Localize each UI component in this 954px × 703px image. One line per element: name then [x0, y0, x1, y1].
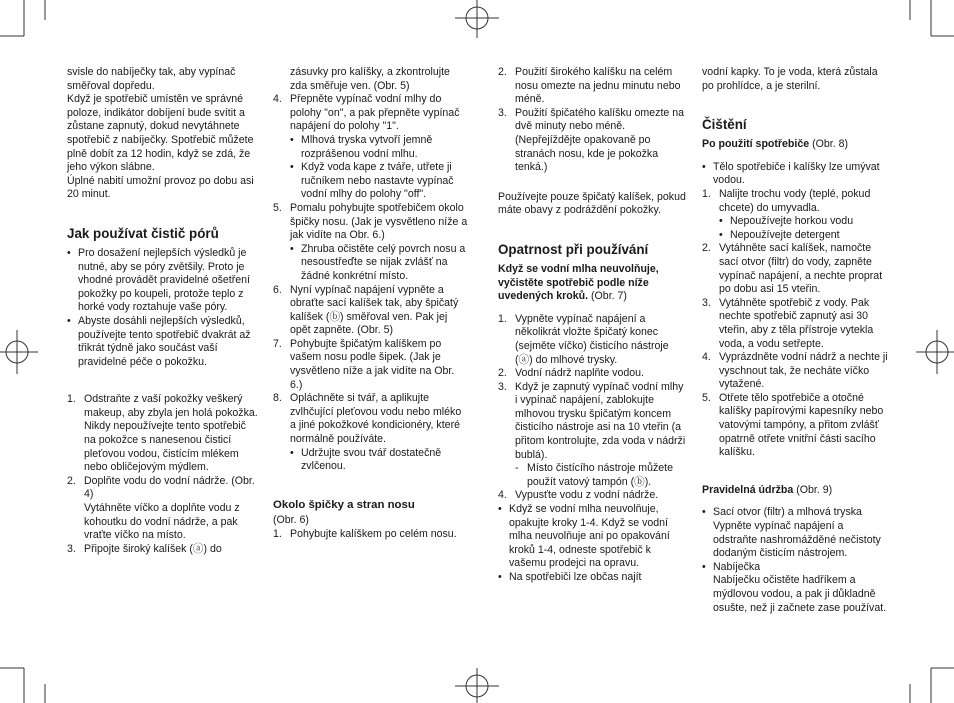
step-item: 5. Pomalu pohybujte spotřebičem okolo špičky nosu. (Jak je vysvětleno níže a jak vidíte na Obr. 6.) — [273, 201, 468, 242]
column-2 — [273, 66, 468, 542]
step-continuation: zásuvky pro kalíšky, a zkontrolujte zda směřuje ven. (Obr. 5) — [290, 66, 450, 92]
column-1 — [67, 66, 259, 556]
section-heading-nose: Okolo špičky a stran nosu — [273, 498, 415, 511]
step-item: 3. Když je zapnutý vypínač vodní mlhy i vypínač napájení, zablokujte mlhovou trysku špičatým koncem čisticího nástroje asi na 10 vteřin (a přitom kontrolujte, zda voda v nádrži bublá). — [498, 380, 686, 461]
step-item: 1. Pohybujte kalíškem po celém nosu. — [273, 527, 457, 540]
paragraph: Používejte pouze špičatý kalíšek, pokud máte obavy z podráždění pokožky. — [498, 190, 686, 217]
paragraph: svisle do nabíječky tak, aby vypínač směřoval dopředu. — [67, 66, 236, 92]
figure-ref: (Obr. 6) — [273, 514, 309, 527]
step-item: 3. Připojte široký kalíšek (ⓐ) do — [67, 542, 222, 555]
step-continuation: Vytáhněte víčko a doplňte vodu z kohoutku do vodní nádrže, a pak vraťte víčko na místo. — [84, 502, 240, 542]
section-heading-cleaning: Čištění — [702, 117, 747, 133]
paragraph: Úplné nabití umožní provoz po dobu asi 20 minut. — [67, 174, 254, 201]
paragraph: Když je spotřebič umístěn ve správné poloze, indikátor dobíjení bude svítit a zůstane zapnutý, dokud nevytáhnete spotřebič z nabíječky. Spotřebič můžete plně dobít za 12 hodin, když se zdá, že jeho výkon slábne. — [67, 93, 254, 174]
section-heading-pore-cleaner: Jak používat čistič pórů — [67, 225, 219, 241]
step-item: 2. Doplňte vodu do vodní nádrže. (Obr. 4) — [67, 474, 255, 501]
step-item: 3. Vytáhněte spotřebič z vody. Pak nechte spotřebič zapnutý asi 30 vteřin, aby z těla přístroje vytekla voda, a vodu setřepte. — [702, 296, 874, 350]
bullet-item: • Abyste dosáhli nejlepších výsledků, používejte tento spotřebič dvakrát až třikrát týdně jako součást vaší pravidelné péče o pokožku. — [67, 314, 251, 368]
step-item: 1. Vypněte vypínač napájení a několikrát vložte špičatý konec (sejměte víčko) čisticího nástroje (ⓐ) do mlhové trysky. — [498, 312, 669, 366]
bullet-item: • Sací otvor (filtr) a mlhová tryska Vypněte vypínač napájení a odstraňte nashromážděné nečistoty dodaným čisticím nástrojem. — [702, 506, 881, 560]
bullet-item: • Když se vodní mlha neuvolňuje, opakujte kroky 1-4. Když se vodní mlha neuvolňuje ani po opakování kroků 1-4, odneste spotřebič k vašemu prodejci na opravu. — [498, 503, 670, 570]
sub-bullet: • Zhruba očistěte celý povrch nosu a nesoustřeďte se nijak zvlášť na žádné konkrétní místo. — [290, 242, 466, 282]
column-4 — [702, 66, 890, 615]
bullet-item: • Tělo spotřebiče i kalíšky lze umývat vodou. — [702, 160, 880, 187]
registration-mark-left — [0, 330, 38, 374]
step-item: 4. Vyprázdněte vodní nádrž a nechte ji vyschnout tak, že necháte víčko vytažené. — [702, 351, 888, 391]
subheading: Když se vodní mlha neuvolňuje, vyčistěte spotřebič podle níže uvedených kroků. (Obr. 7) — [498, 262, 659, 303]
bullet-item: • Nabíječka Nabíječku očistěte hadříkem a mýdlovou vodou, a pak ji důkladně osušte, než ji začnete zase používat. — [702, 560, 887, 614]
sub-bullet: • Udržujte svou tvář dostatečně zvlčenou. — [290, 446, 442, 473]
column-3 — [498, 66, 688, 585]
bullet-item: • Na spotřebiči lze občas najít — [498, 571, 642, 583]
paragraph: vodní kapky. To je voda, která zůstala po prohlídce, a je sterilní. — [702, 66, 878, 92]
step-item: 6. Nyní vypínač napájení vypněte a obraťte sací kalíšek tak, aby špičatý kalíšek (ⓑ) směřoval ven. Pak jej opět zapněte. (Obr. 5) — [273, 283, 459, 337]
step-item: 5. Otřete tělo spotřebiče a otočné kalíšky papírovými kapesníky nebo vatovými tampóny, a přitom zvlášť opatrně otřete vnitřní části sacího kalíšku. — [702, 391, 884, 459]
step-item: 2. Vodní nádrž naplňte vodou. — [498, 367, 644, 380]
step-item: 8. Opláchněte si tvář, a aplikujte zvlhčující pleťovou vodu nebo mléko a jiné pokožkové kondicionéry, které normálně používáte. — [273, 392, 462, 446]
step-item: 4. Vypusťte vodu z vodní nádrže. — [498, 489, 659, 502]
step-item: 2. Použití širokého kalíšku na celém nosu omezte na jednu minutu nebo méně. — [498, 66, 681, 106]
step-item: 2. Vytáhněte sací kalíšek, namočte sací otvor (filtr) do vody, zapněte vypínač napájení, a nechte proprat po dobu asi 15 vteřin. — [702, 242, 883, 296]
sub-bullet: • Nepoužívejte horkou vodu — [719, 215, 854, 228]
registration-mark-right — [916, 330, 954, 374]
registration-mark-top — [455, 0, 499, 38]
step-continuation: Nikdy nepoužívejte tento spotřebič na pokožce s nanesenou čisticí pleťovou vodou, čistícím mlékem nebo obličejovým mýdlem. — [84, 420, 246, 474]
sub-bullet: • Mlhová tryska vytvoří jemně rozprášenou vodní mlhu. — [290, 133, 433, 160]
step-item: 7. Pohybujte špičatým kalíškem po vašem nosu podle šipek. (Jak je vysvětleno níže a jak vidíte na Obr. 6.) — [273, 337, 455, 391]
subheading: Po použití spotřebiče (Obr. 8) — [702, 138, 848, 151]
step-item: 1. Odstraňte z vaší pokožky veškerý makeup, aby zbyla jen holá pokožka. — [67, 393, 258, 419]
section-heading-caution: Opatrnost při používání — [498, 241, 649, 257]
registration-mark-bottom — [455, 668, 499, 703]
step-item: 3. Použití špičatého kalíšku omezte na dvě minuty nebo méně. (Nepřejíždějte opakovaně po stranách nosu, kde je pokožka tenká.) — [498, 106, 685, 174]
dash-item: - Místo čistícího nástroje můžete použít vatový tampón (ⓑ). — [515, 462, 674, 488]
bullet-item: • Pro dosažení nejlepších výsledků je nutné, aby se póry zvětšily. Proto je vhodné provádět pravidelné ošetření pokožky po koupeli, protože teplo z horké vody roztahuje vaše póry. — [67, 246, 250, 314]
sub-bullet: • Když voda kape z tváře, utřete ji ručníkem nebo nastavte vypínač vodní mlhy do polohy "off". — [290, 161, 454, 201]
step-item: 1. Nalijte trochu vody (teplé, pokud chcete) do umyvadla. — [702, 187, 871, 214]
step-item: 4. Přepněte vypínač vodní mlhy do polohy "on", a pak přepněte vypínač napájení do polohy "1". — [273, 93, 460, 133]
subheading: Pravidelná údržba (Obr. 9) — [702, 483, 833, 496]
sub-bullet: • Nepoužívejte detergent — [719, 228, 840, 241]
